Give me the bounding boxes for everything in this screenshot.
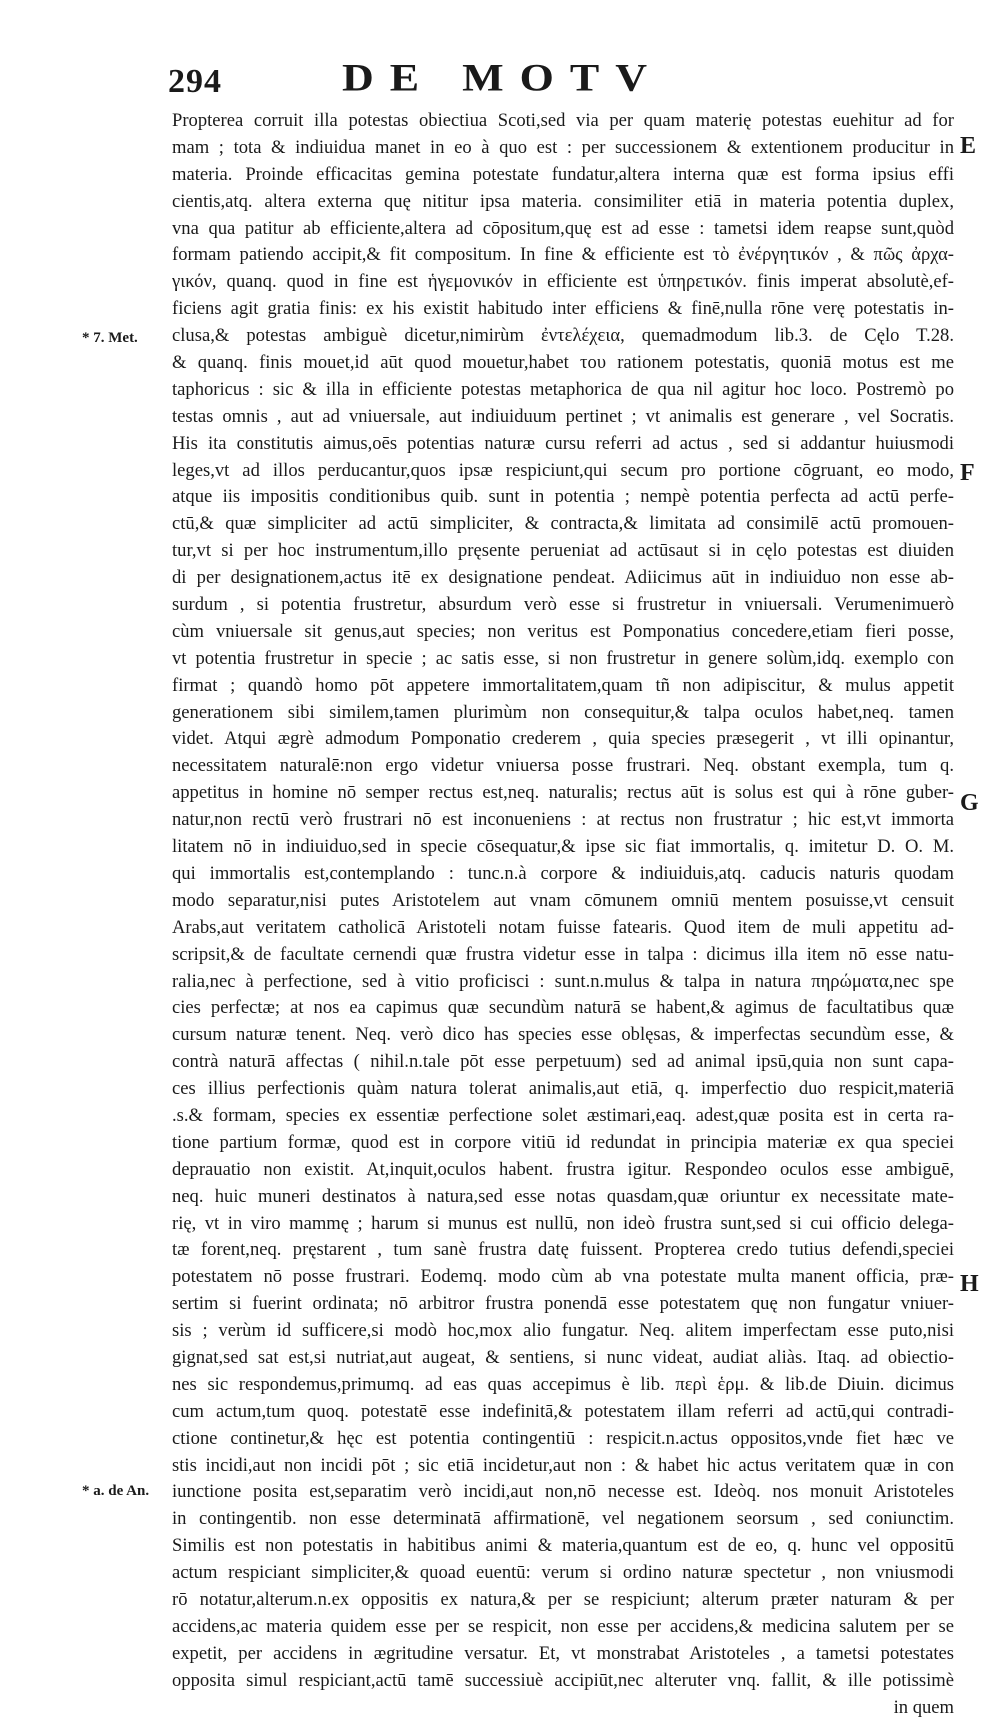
text-line: leges,vt ad illos perducantur,quos ipsæ respiciunt,qui secum pro portione cōgruant, eo modo, xyxy=(172,459,954,481)
body-text xyxy=(172,108,954,1721)
text-line: in quem xyxy=(893,1696,954,1718)
section-marker: G xyxy=(960,790,979,816)
section-marker: E xyxy=(960,133,977,159)
text-line: cursum naturæ tenent. Neq. verò dico has species esse oblęsas, & imperfectas secundùm esse, & xyxy=(172,1024,954,1046)
text-line: accidens,ac materia quidem esse per se respicit, non esse per accidens,& medicina salutem per se xyxy=(172,1615,954,1637)
text-line: firmat ; quandò homo pōt appetere immortalitatem,quam tñ non adipiscitur, & mulus appetit xyxy=(172,674,954,696)
text-line: rię, vt in viro mammę ; harum si munus est nullū, non ideò frustra sunt,sed si cui officio delega- xyxy=(172,1212,954,1234)
text-line: modo separatur,nisi putes Aristotelem aut vnam cōmunem omniū mentem posuisse,vt censuit xyxy=(172,889,954,911)
text-line: & quanq. finis mouet,id aūt quod mouetur,habet του rationem potestatis, quoniā motus est me xyxy=(172,352,954,374)
text-line: formam patiendo accipit,& fit compositum. In fine & efficiente est τὸ ἐνέργητικόν , & πῶς ἀρχα- xyxy=(172,244,954,266)
text-line: sis ; verùm id sufficere,si modò hoc,mox alio fungatur. Neq. alitem imperfectam esse puto,nisi xyxy=(172,1320,954,1342)
text-line: cientis,atq. altera externa quę nititur ipsa materia. consimiliter etiā in materia potentia duplex, xyxy=(172,190,954,212)
text-line: taphoricus : sic & illa in efficiente potestas metaphorica de qua nil agitur hoc loco. Postremò po xyxy=(172,378,954,400)
text-line: sertim si fuerint ordinata; nō arbitror frustra ponendā esse potestatem quę non fungatur vniuer- xyxy=(172,1293,954,1315)
text-line: surdum , si potentia frustretur, absurdum verò esse si frustretur in vniuersali. Verumenimuerò xyxy=(172,594,954,616)
text-line: iunctione posita est,separatim verò incidi,aut non,nō necesse est. Ideòq. nos monuit Aristoteles xyxy=(172,1481,954,1503)
page-header xyxy=(168,52,808,106)
text-line: stis incidi,aut non incidi pōt ; sic etiā incidetur,aut non : & habet hic actus veritatem quæ in con xyxy=(172,1454,954,1476)
section-marker: F xyxy=(960,460,975,486)
text-line: nes sic respondemus,primumq. ad eas quas accepimus è lib. περὶ ἑρμ. & lib.de Diuin. dicimus xyxy=(172,1373,954,1395)
text-line: Similis est non potestatis in habitibus animi & materia,quantum est de eo, q. hunc vel oppositū xyxy=(172,1535,954,1557)
text-line: .s.& formam, species ex essentiæ perfectione solet æstimari,eaq. adest,quæ posita est in certa ra- xyxy=(172,1104,954,1126)
text-line: expetit, per accidens in ægritudine versatur. Et, vt monstrabat Aristoteles , a tametsi potestates xyxy=(172,1642,954,1664)
text-line: in contingentib. non esse determinatā affirmationē, vel negationem seorsum , sed coniunctim. xyxy=(172,1508,954,1530)
text-line: generationem sibi similem,tamen plurimùm non consequitur,& talpa oculos habet,neq. tamen xyxy=(172,701,954,723)
text-line: clusa,& potestas ambiguè dicetur,nimirùm ἐντελέχεια, quemadmodum lib.3. de Cęlo T.28. xyxy=(172,325,954,347)
text-line: neq. huic muneri destinatos à natura,sed esse notas quasdam,quæ oriuntur ex necessitate mate- xyxy=(172,1185,954,1207)
text-line: testas omnis , aut ad vniuersale, aut indiuiduum pertinet ; vt animalis est generare , vel Socratis. xyxy=(172,405,954,427)
text-line: scripsit,& de facultate cernendi quæ frustra videtur esse in talpa : dicimus illa item nō esse natu- xyxy=(172,943,954,965)
text-line: atque iis impositis conditionibus quib. sunt in potentia ; nempè potentia perfecta ad actū perfe- xyxy=(172,486,954,508)
text-line: videt. Atqui ægrè admodum Pomponatio crederem , quia species præsegerit , vt illi opinantur, xyxy=(172,728,954,750)
text-line: litatem nō in indiuiduo,sed in specie cōsequatur,& ipse sic fiat immortalis, q. imitetur D. O. M. xyxy=(172,836,954,858)
text-line: ctū,& quæ simpliciter ad actū simpliciter, & contracta,& limitata ad consimilē actū promouen- xyxy=(172,513,954,535)
text-line: cùm vniuersale sit genus,aut species; non veritus est Pomponatius concedere,etiam fieri posse, xyxy=(172,620,954,642)
text-line: actum respiciant simpliciter,& quoad euentū: verum si ordino naturæ spectetur , non vniusmodi xyxy=(172,1562,954,1584)
text-line: natur,non rectū verò frustrari nō est inconueniens : at rectus non frustratur ; hic est,vt immorta xyxy=(172,809,954,831)
text-line: contrà naturā affectas ( nihil.n.tale pōt esse perpetuum) sed ad animal ipsū,quia non sunt capa- xyxy=(172,1051,954,1073)
text-line: vt potentia frustretur in specie ; ac satis esse, si non frustretur in genere solùm,idq. exemplo con xyxy=(172,647,954,669)
text-line: mam ; tota & indiuidua manet in eo à quo est : per successionem & extentionem producitur in xyxy=(172,136,954,158)
section-marker: H xyxy=(960,1271,979,1297)
text-line: ctione continetur,& hęc est potentia contingentiū : respicit.n.actus oppositos,vnde fiet hæc ve xyxy=(172,1427,954,1449)
text-line: γικόν, quanq. quod in fine est ἡγεμονικόν in efficiente est ὑπηρετικόν. finis imperat absolutè,ef- xyxy=(172,271,954,293)
text-line: tione partium formæ, quod est in corpore vitiū id redundat in principia materiæ ex qua speciei xyxy=(172,1131,954,1153)
text-line: Arabs,aut veritatem catholicā Aristoteli notam fuisse fatearis. Quod item de muli appetitu ad- xyxy=(172,916,954,938)
text-line: potestatem nō posse frustrari. Eodemq. modo cùm ab vna potestate multa manent officia, præ- xyxy=(172,1266,954,1288)
text-line: deprauatio non existit. At,inquit,oculos habent. frustra igitur. Respondeo oculos esse ambiguē, xyxy=(172,1158,954,1180)
text-line: materia. Proinde efficacitas gemina potestate fundatur,altera interna quæ est forma ipsius effi xyxy=(172,163,954,185)
text-line: tur,vt si per hoc instrumentum,illo pręsente perueniat ad actūsaut si in cęlo potestas est diuiden xyxy=(172,540,954,562)
text-line: tæ forent,neq. pręstarent , tum sanè frustra datę fuissent. Propterea credo tutius defendi,speciei xyxy=(172,1239,954,1261)
text-line: opposita simul respiciant,actū tamē successiuè accipiūt,nec alteruter vnq. fallit, & ille potissimè xyxy=(172,1669,954,1691)
text-line: di per designationem,actus itē ex designatione pendeat. Adiicimus aūt in indiuiduo non esse ab- xyxy=(172,567,954,589)
text-line: necessitatem naturalē:non ergo videtur vniuersa posse frustrari. Neq. obstant exempla, tum q. xyxy=(172,755,954,777)
page-number: 294 xyxy=(168,63,222,100)
text-line: cies perfectæ; at nos ea capimus quæ secundùm naturā se habent,& agimus de facultatibus quæ xyxy=(172,997,954,1019)
text-line: His ita constitutis aimus,oēs potentias naturæ cursu referri ad actus , sed si addantur huiusmodi xyxy=(172,432,954,454)
text-line: vna qua patitur ab efficiente,altera ad cōpositum,quę est ad esse : tametsi idem reapse sunt,quòd xyxy=(172,217,954,239)
margin-note: * 7. Met. xyxy=(82,330,138,346)
text-line: appetitus in homine nō semper rectus est,neq. naturalis; rectus aūt is solus est qui à rōne guber- xyxy=(172,782,954,804)
margin-note: * a. de An. xyxy=(82,1483,150,1499)
text-line: ralia,nec à perfectione, sed à vitio proficisci : sunt.n.mulus & talpa in natura πηρώματα,nec spe xyxy=(172,970,954,992)
text-line: gignat,sed sat est,si nutriat,aut augeat, & sentiens, si nunc videat, audiat aliàs. Itaq. ad obiectio- xyxy=(172,1346,954,1368)
text-line: ficiens agit gratia finis: ex his existit habitudo inter efficiens & finē,nulla rōne verę potestatis in- xyxy=(172,298,954,320)
text-line: qui immortalis est,contemplando : tunc.n.à corpore & indiuiduis,atq. caducis naturis quodam xyxy=(172,862,954,884)
text-line: rō notatur,alterum.n.ex oppositis ex natura,& per se respiciunt; alterum præter naturam & per xyxy=(172,1588,954,1610)
text-line: ces illius perfectionis quàm natura tolerat animalis,aut etiā, q. imperfectio duo respicit,materiā xyxy=(172,1078,954,1100)
text-line: Propterea corruit illa potestas obiectiua Scoti,sed via per quam materię potestas euehitur ad for xyxy=(172,110,954,131)
running-title: DE MOTV xyxy=(342,55,663,100)
text-line: cum actum,tum quoq. potestatē esse indefinitā,& potestatem illam referri ad actū,qui contradi- xyxy=(172,1400,954,1422)
